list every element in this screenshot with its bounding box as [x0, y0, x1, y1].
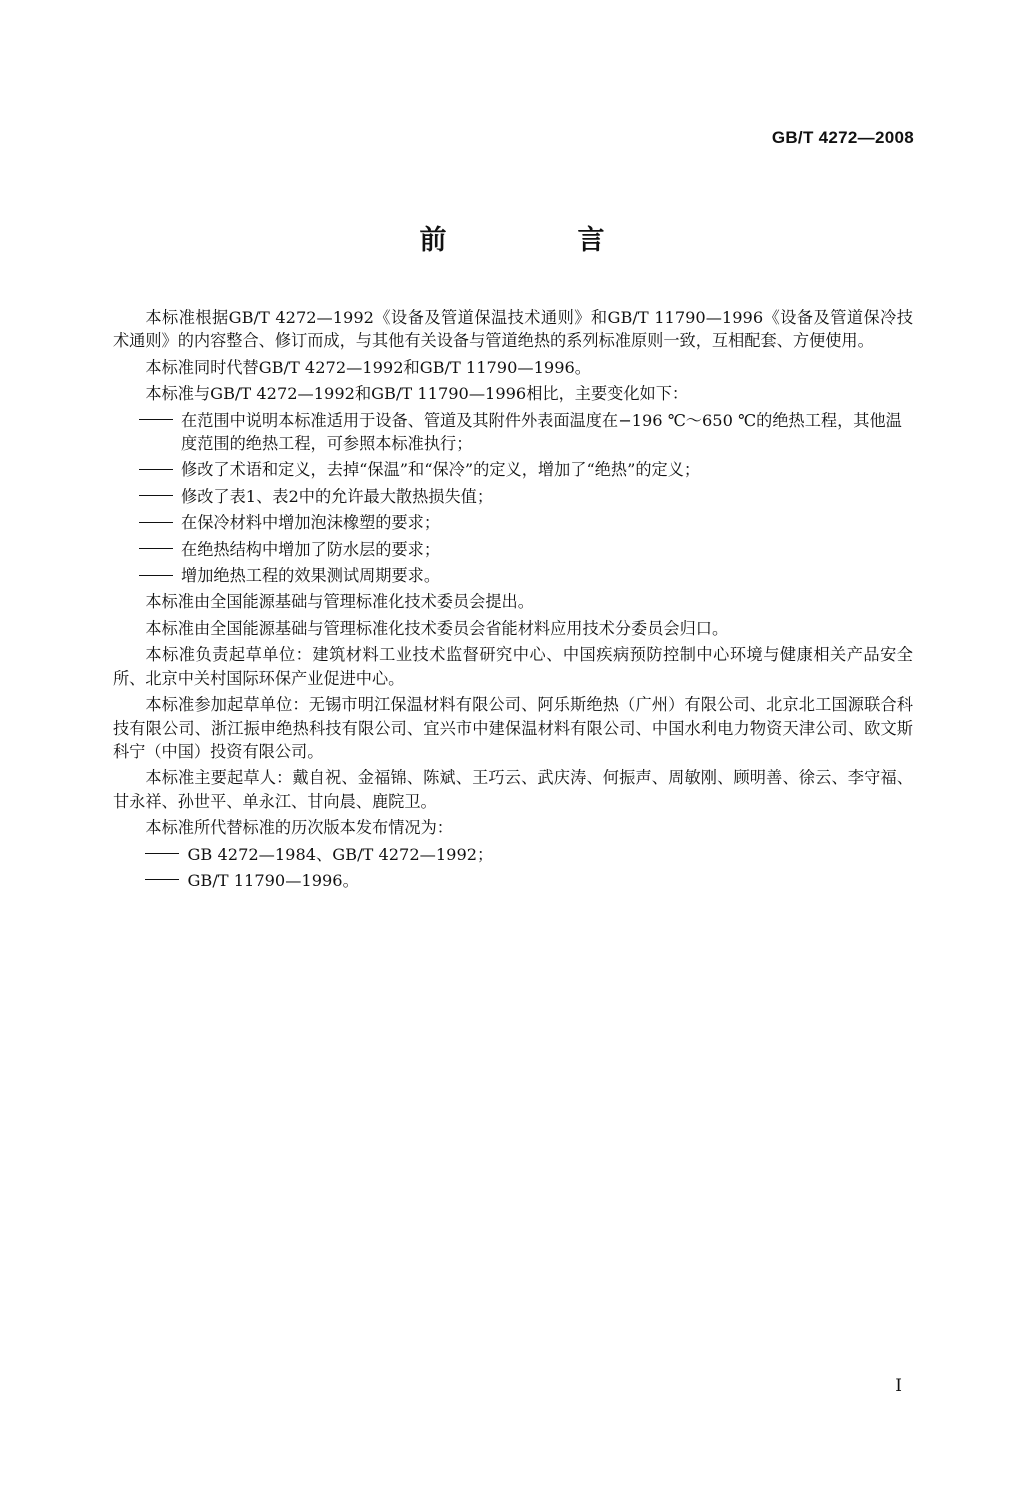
change-text: 在绝热结构中增加了防水层的要求； [181, 539, 441, 559]
document-body [113, 306, 913, 895]
paragraph-changes-intro: 本标准与GB/T 4272—1992和GB/T 11790—1996相比，主要变化如下： [145, 384, 689, 404]
page-title: 前 言 [419, 225, 657, 256]
dash-mark [139, 485, 181, 508]
paragraph-drafters: 本标准主要起草人：戴自祝、金福锦、陈斌、王巧云、武庆涛、何振声、周敏刚、顾明善、徐云、李守福、甘永祥、孙世平、单永江、甘向晨、鹿院卫。 [113, 768, 913, 811]
dash-mark [139, 458, 181, 481]
dash-mark [145, 869, 187, 892]
page-number: I [895, 1376, 902, 1396]
change-item [113, 538, 913, 561]
change-item [113, 409, 913, 456]
paragraph-proposer: 本标准由全国能源基础与管理标准化技术委员会提出。 [145, 592, 534, 612]
dash-mark [139, 564, 181, 587]
history-text: GB 4272—1984、GB/T 4272—1992； [187, 844, 494, 864]
change-text: 增加绝热工程的效果测试周期要求。 [181, 566, 441, 586]
change-item [113, 511, 913, 534]
paragraph-basis: 本标准根据GB/T 4272—1992《设备及管道保温技术通则》和GB/T 11790—1996《设备及管道保冷技术通则》的内容整合、修订而成，与其他有关设备与管道绝热的系列标准原则一致，互相配套、方便使用。 [113, 308, 913, 351]
change-text: 在范围中说明本标准适用于设备、管道及其附件外表面温度在−196 ℃～650 ℃的绝热工程，其他温度范围的绝热工程，可参照本标准执行； [181, 410, 902, 454]
change-text: 修改了表1、表2中的允许最大散热损失值； [181, 486, 494, 506]
change-item [113, 485, 913, 508]
paragraph-history-intro: 本标准所代替标准的历次版本发布情况为： [145, 818, 453, 838]
dash-mark [139, 409, 181, 432]
history-item [113, 843, 913, 866]
history-item [113, 869, 913, 892]
dash-mark [145, 843, 187, 866]
change-text: 在保冷材料中增加泡沫橡塑的要求； [181, 513, 441, 533]
paragraph-drafting-units: 本标准负责起草单位：建筑材料工业技术监督研究中心、中国疾病预防控制中心环境与健康相关产品安全所、北京中关村国际环保产业促进中心。 [113, 645, 913, 688]
paragraph-participating-units: 本标准参加起草单位：无锡市明江保温材料有限公司、阿乐斯绝热（广州）有限公司、北京北工国源联合科技有限公司、浙江振申绝热科技有限公司、宜兴市中建保温材料有限公司、中国水利电力物资天津公司、欧文斯科宁（中国）投资有限公司。 [113, 695, 913, 761]
history-list [113, 843, 913, 893]
change-item [113, 564, 913, 587]
dash-mark [139, 538, 181, 561]
paragraph-replaces: 本标准同时代替GB/T 4272—1992和GB/T 11790—1996。 [145, 357, 591, 377]
changes-list [113, 409, 913, 588]
change-text: 修改了术语和定义，去掉“保温”和“保冷”的定义，增加了“绝热”的定义； [181, 460, 701, 480]
history-text: GB/T 11790—1996。 [187, 870, 359, 890]
standard-number: GB/T 4272—2008 [771, 128, 914, 147]
dash-mark [139, 511, 181, 534]
paragraph-centralized: 本标准由全国能源基础与管理标准化技术委员会省能材料应用技术分委员会归口。 [145, 618, 729, 638]
change-item [113, 458, 913, 481]
